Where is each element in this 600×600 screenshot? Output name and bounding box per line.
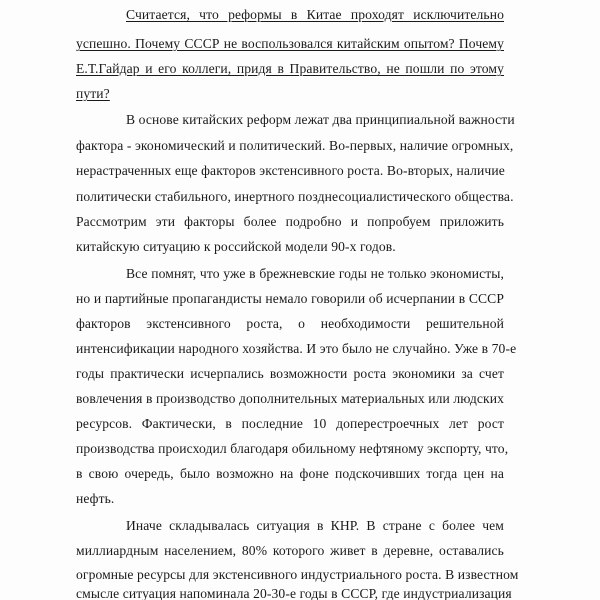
paragraph1-line-2: фактора - экономический и политический. Во-первых, наличие огромных, [76,138,514,153]
paragraph2-line-10: нефть. [76,491,115,506]
paragraph3-line-4: смысле ситуация напоминала 20-30-е годы в СССР, где индустриализация [76,586,512,600]
paragraph2-line-3: факторов экстенсивного роста, о необходимости решительной [76,316,504,331]
paragraph2-line-1: Все помнят, что уже в брежневские годы не только экономисты, [126,266,504,281]
paragraph2-line-7: ресурсов. Фактически, в последние 10 доперестроечных лет рост [76,416,504,431]
paragraph1-line-4: политически стабильного, инертного позднесоциалистического общества. [76,189,514,204]
paragraph2-line-8: производства происходил благодаря обильному нефтяному экспорту, что, [76,441,509,456]
paragraph3-line-2: миллиардным населением, 80% которого живет в деревне, оставались [76,543,504,558]
paragraph1-line-6: китайскую ситуацию к российской модели 90-х годов. [76,239,396,254]
paragraph1-line-3: нерастраченных еще факторов экстенсивного роста. Во-вторых, наличие [76,163,505,178]
paragraph1-line-5: Рассмотрим эти факторы более подробно и попробуем приложить [76,214,504,229]
paragraph2-line-2: но и партийные пропагандисты немало говорили об исчерпании в СССР [76,291,504,306]
question-line-2: успешно. Почему СССР не воспользовался китайским опытом? Почему [76,36,504,51]
question-line-4: пути? [76,86,110,101]
paragraph2-line-6: вовлечения в производство дополнительных материальных или людских [76,391,504,406]
paragraph3-line-1: Иначе складывалась ситуация в КНР. В стране с более чем [126,518,504,533]
paragraph3-line-3: огромные ресурсы для экстенсивного индустриального роста. В известном [76,567,519,582]
paragraph2-line-4: интенсификации народного хозяйства. И это было не случайно. Уже в 70-е [76,341,517,356]
paragraph2-line-9: в свою очередь, было возможно на фоне подскочивших тогда цен на [76,466,504,481]
paragraph1-line-1: В основе китайских реформ лежат два принципиальной важности [126,112,515,127]
question-line-1: Считается, что реформы в Китае проходят исключительно [126,7,504,22]
question-line-3: Е.Т.Гайдар и его коллеги, придя в Правительство, не пошли по этому [76,61,504,76]
paragraph2-line-5: годы практически исчерпались возможности роста экономики за счет [76,366,504,381]
